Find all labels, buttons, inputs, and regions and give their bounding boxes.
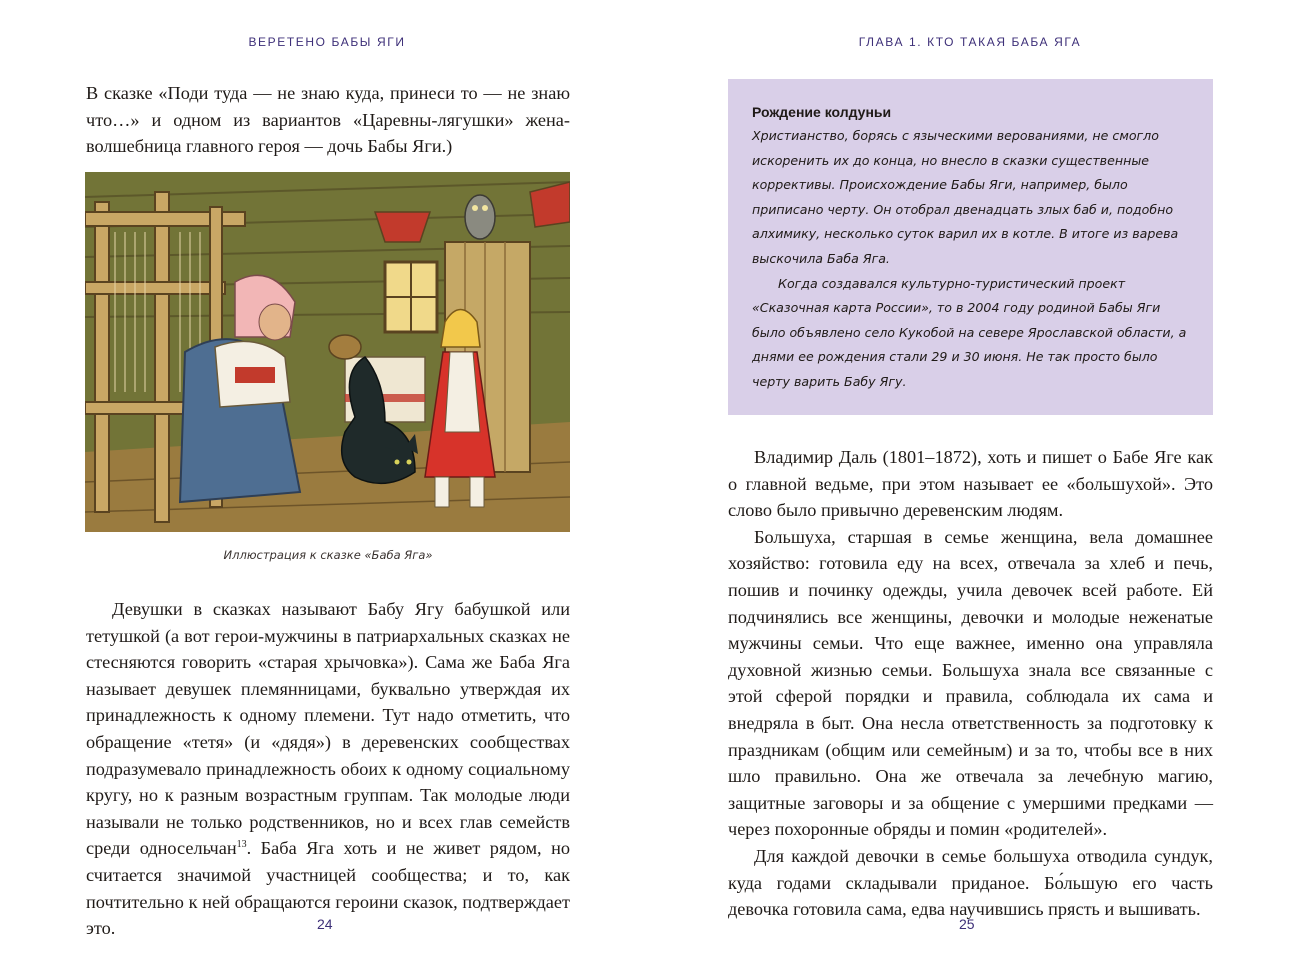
right-main-text [728, 444, 1213, 923]
sidebar-box [728, 79, 1213, 415]
page-number-left: 24 [317, 916, 333, 932]
running-head-left: ВЕРЕТЕНО БАБЫ ЯГИ [248, 35, 406, 49]
right-page [650, 0, 1300, 975]
intro-paragraph [86, 80, 570, 160]
illustration-image [85, 172, 570, 532]
intro-text: В сказке «Поди туда — не знаю куда, принеси то — не знаю что…» и одном из вариантов «Царевны-лягушки» жена-волшебница главного героя — дочь Бабы Яги.) [86, 83, 570, 157]
right-paragraph-2: Большуха, старшая в семье женщина, вела домашнее хозяйство: готовила еду на всех, отвечала за хлеб и печь, пошив и починку одежды, учила девочек всей работе. Ей подчинялись все женщины, девочки и молодые неженатые мужчины семьи. Что еще важнее, именно она управляла духовной жизнью семьи. Большуха знала все связанные с этой сферой порядки и правила, соблюдала их сама и внедряла в быт. Она несла ответственность за подготовку к праздникам (общим или семейным) и за то, чтобы все в них шло правильно. Она же отвечала за лечебную магию, защитные заговоры и за общение с умершими предками — через похоронные обряды и помин «родителей». [728, 526, 1213, 840]
illustration-caption: Иллюстрация к сказке «Баба Яга» [223, 548, 433, 562]
paragraph-text-before-ref: Девушки в сказках называют Бабу Ягу бабушкой или тетушкой (а вот герои-мужчины в патриархальных сказках не стесняются говорить «старая хрычовка»). Сама же Баба Яга называет девушек племянницами, буквально утверждая их принадлежность к одному племени. Тут надо отметить, что обращение «тетя» (и «дядя») в деревенских сообществах подразумевало принадлежность обоих к одному социальному кругу, но к разным возрастным группам. Так молодые люди называли не только родственников, но и всех глав семейств среди односельчан [86, 599, 570, 859]
paragraph-text-after-ref: . Баба Яга хоть и не живет рядом, но считается значимой участницей сообщества; и то, как почтительно к ней обращаются героини сказок, подтверждает это. [86, 838, 570, 939]
running-head-right-text: ГЛАВА 1. КТО ТАКАЯ БАБА ЯГА [858, 35, 1082, 49]
sidebar-paragraph-2: Когда создавался культурно-туристический проект «Сказочная карта России», то в 2004 году родиной Бабы Яги было объявлено село Кукобой на севере Ярославской области, а днями ее рождения стали 29 и 30 июня. Не так просто было черту варить Бабу Ягу. [752, 275, 1187, 389]
footnote-reference[interactable]: 13 [236, 839, 247, 851]
fairy-tale-illustration [85, 172, 570, 532]
right-paragraph-3: Для каждой девочки в семье большуха отводила сундук, куда годами складывали приданое. Бо́льшую его часть девочка готовила сама, едва научившись прясть и вышивать. [728, 845, 1213, 920]
left-main-paragraph [86, 596, 570, 942]
page-number-right: 25 [959, 916, 975, 932]
right-paragraph-1: Владимир Даль (1801–1872), хоть и пишет о Бабе Яге как о главной ведьме, при этом называет ее «большухой». Это слово было привычно деревенским людям. [728, 447, 1213, 521]
sidebar-title: Рождение колдуньи [752, 104, 892, 120]
sidebar-paragraph-1: Христианство, борясь с языческими верованиями, не смогло искоренить их до конца, но внесло в сказки существенные коррективы. Происхождение Бабы Яги, например, было приписано черту. Он отобрал двенадцать злых баб и, подобно алхимику, несколько суток варил их в котле. В итоге из варева выскочила Баба Яга. [752, 128, 1179, 266]
left-paragraph [86, 596, 570, 942]
sidebar-body [752, 124, 1191, 395]
